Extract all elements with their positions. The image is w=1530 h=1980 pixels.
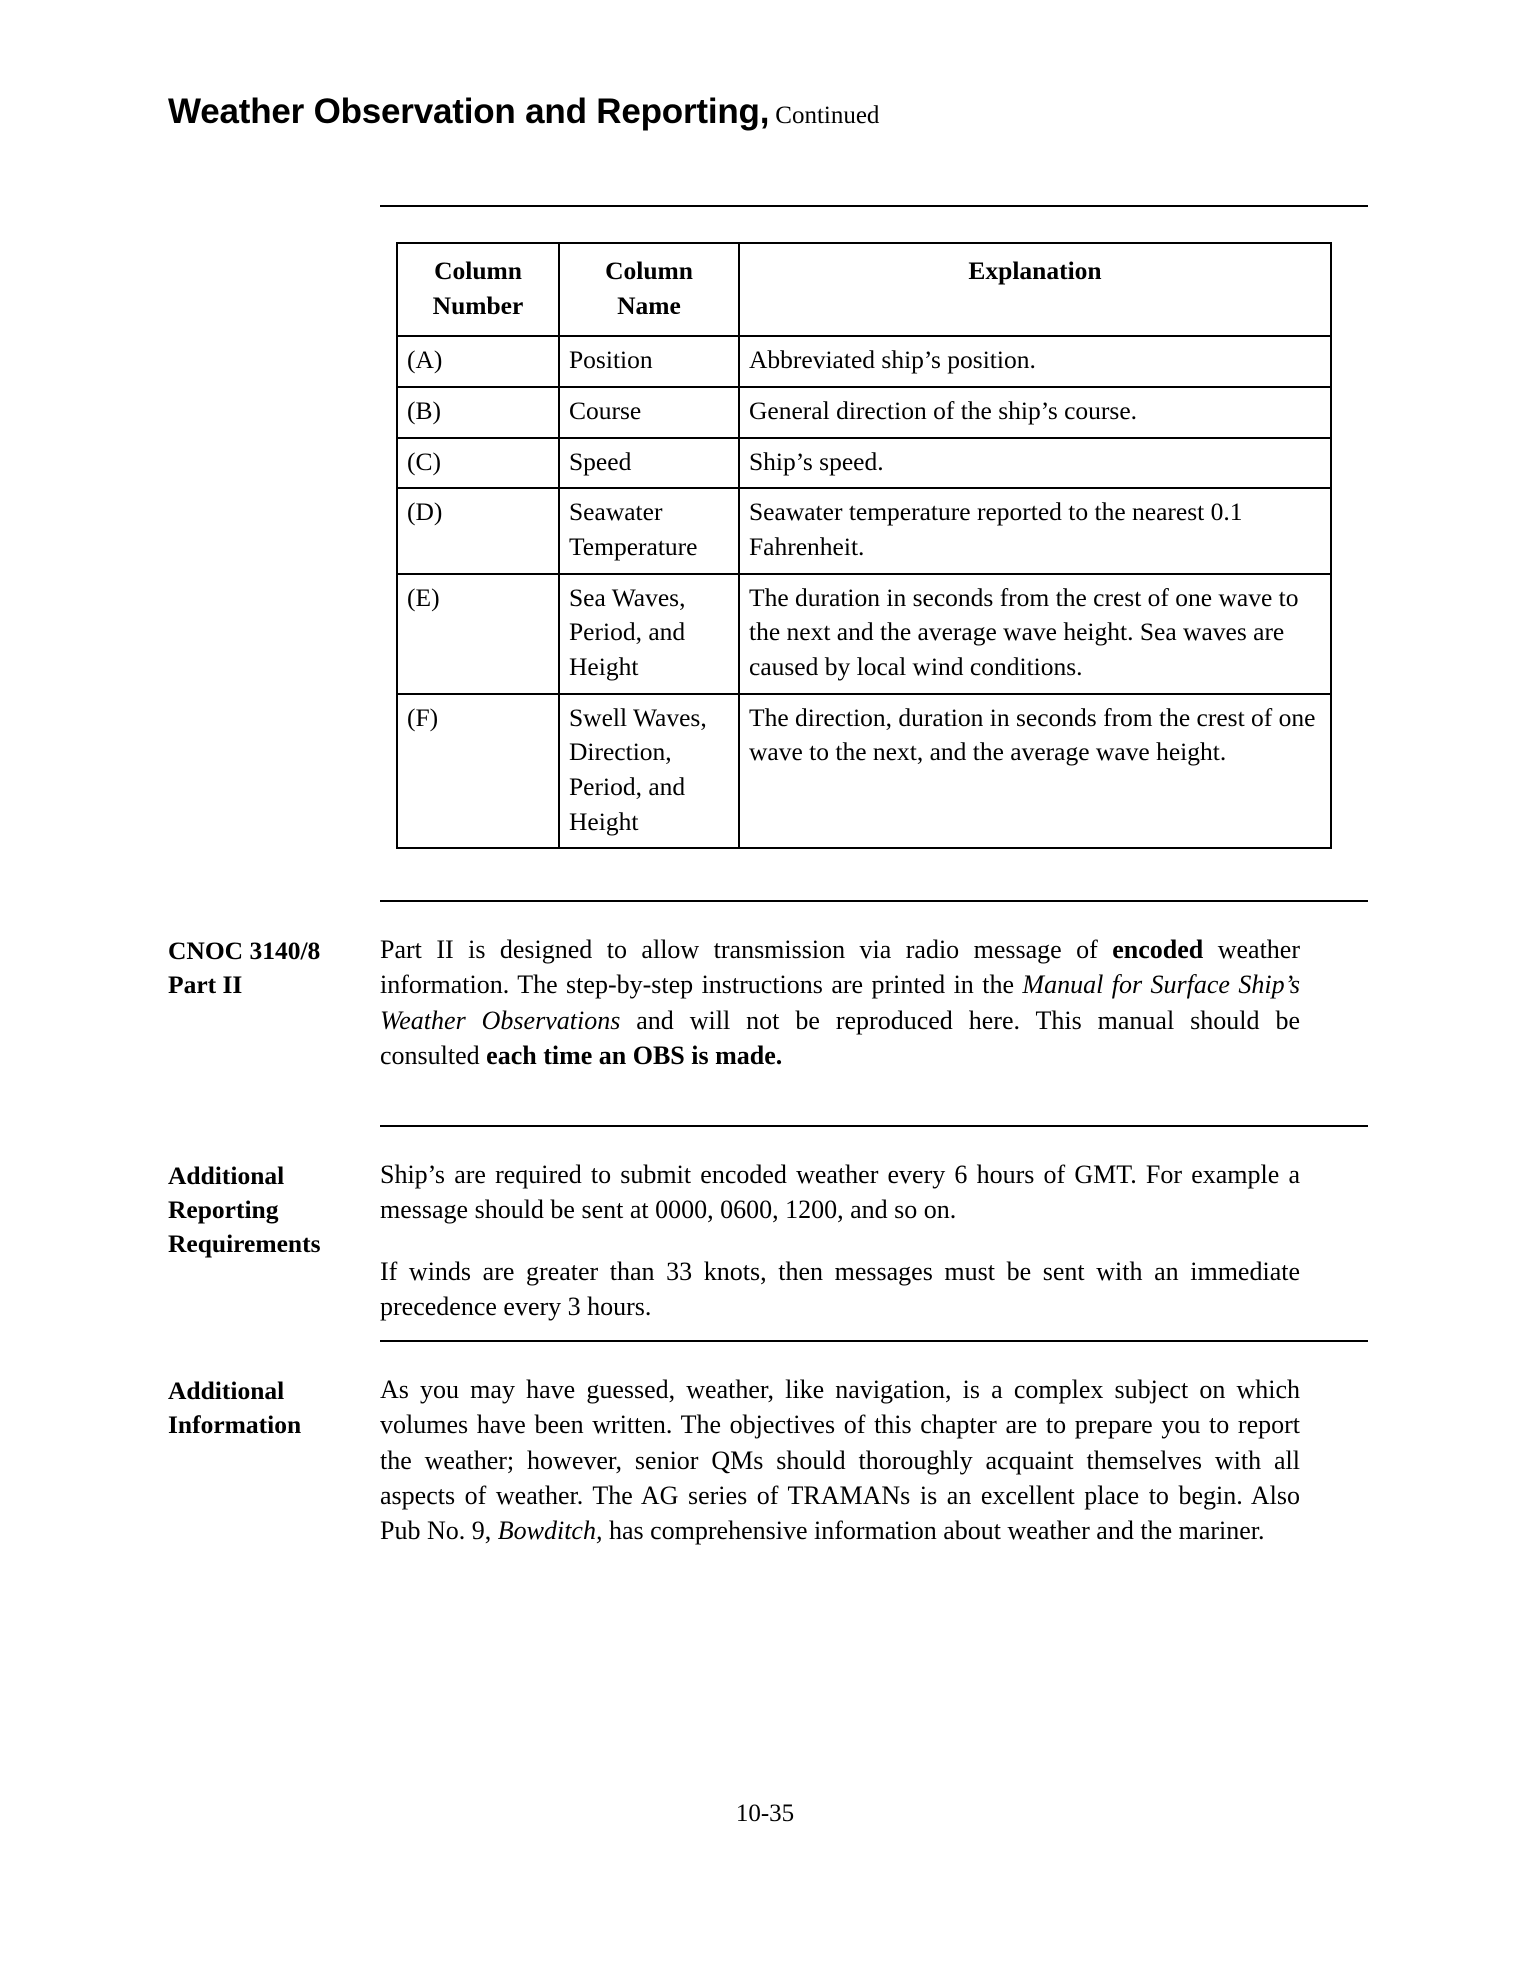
table-row bbox=[397, 574, 1331, 694]
section-label-line1: CNOC 3140/8 bbox=[168, 936, 321, 965]
header-explanation: Explanation bbox=[739, 243, 1331, 336]
section-label-additional-information bbox=[168, 1374, 368, 1442]
section-label-additional-reporting bbox=[168, 1159, 368, 1261]
cell-column-number: (A) bbox=[397, 336, 559, 387]
observation-columns-table bbox=[396, 242, 1332, 849]
paragraph: If winds are greater than 33 knots, then messages must be sent with an immediate precedence every 3 hours. bbox=[380, 1256, 1300, 1322]
cell-column-number: (F) bbox=[397, 694, 559, 849]
cell-column-name: Position bbox=[559, 336, 739, 387]
cell-explanation: Ship’s speed. bbox=[739, 438, 1331, 489]
section-label-line1: Additional bbox=[168, 1161, 285, 1190]
cell-column-name: Course bbox=[559, 387, 739, 438]
section-divider bbox=[380, 1340, 1368, 1342]
table-row bbox=[397, 488, 1331, 573]
section-label-line2: Reporting bbox=[168, 1194, 279, 1224]
page-title-continued: Continued bbox=[775, 102, 880, 129]
page-title-main: Weather Observation and Reporting, bbox=[168, 92, 770, 131]
text-segment: As you may have guessed, weather, like navigation, is a complex subject on which volumes have been written. The objectives of this chapter are to prepare you to report the weather; however, senior QMs should thoroughly acquaint themselves with all aspects of weather. The AG series of TRAMANs is an excellent place to begin. Also Pub No. 9, bbox=[380, 1375, 1300, 1546]
header-column-number-line2: Number bbox=[432, 290, 524, 320]
paragraph bbox=[380, 1372, 1300, 1549]
cell-column-name: Sea Waves, Period, and Height bbox=[559, 574, 739, 694]
table-row bbox=[397, 694, 1331, 849]
text-segment-italic: Bowditch, bbox=[497, 1516, 603, 1546]
section-label-line1: Additional bbox=[168, 1376, 285, 1405]
text-segment: weather information. The step-by-step instructions are printed in the bbox=[380, 935, 1300, 1000]
cell-explanation: Abbreviated ship’s position. bbox=[739, 336, 1331, 387]
header-column-name-line2: Name bbox=[617, 290, 681, 320]
cell-column-name: Seawater Temperature bbox=[559, 488, 739, 573]
text-segment-bold: each time an OBS is made. bbox=[486, 1041, 783, 1071]
section-body-cnoc bbox=[380, 932, 1300, 1073]
section-divider bbox=[380, 900, 1368, 902]
section-label-cnoc bbox=[168, 934, 368, 1002]
section-label-line2: Part II bbox=[168, 969, 243, 999]
header-column-number bbox=[397, 243, 559, 336]
header-column-number-line1: Column bbox=[434, 256, 522, 285]
table-body bbox=[397, 336, 1331, 848]
cell-explanation: The duration in seconds from the crest of one wave to the next and the average wave height. Sea waves are caused by local wind conditions. bbox=[739, 574, 1331, 694]
page-title bbox=[168, 92, 879, 132]
text-segment: and will not be reproduced here. This manual should be consulted bbox=[380, 1005, 1300, 1071]
cell-column-number: (C) bbox=[397, 438, 559, 489]
divider-above-table bbox=[380, 205, 1368, 207]
paragraph bbox=[380, 932, 1300, 1073]
cell-column-name: Swell Waves, Direction, Period, and Height bbox=[559, 694, 739, 849]
text-segment-italic: Manual for Surface Ship’s Weather Observations bbox=[380, 970, 1301, 1035]
header-column-name bbox=[559, 243, 739, 336]
table-header-row bbox=[397, 243, 1331, 336]
table-row bbox=[397, 336, 1331, 387]
text-segment: Part II is designed to allow transmission via radio message of bbox=[380, 935, 1113, 964]
section-body-additional-information bbox=[380, 1372, 1300, 1549]
cell-column-number: (E) bbox=[397, 574, 559, 694]
paragraph: Ship’s are required to submit encoded weather every 6 hours of GMT. For example a message should be sent at 0000, 0600, 1200, and so on. bbox=[380, 1160, 1300, 1225]
cell-column-name: Speed bbox=[559, 438, 739, 489]
section-divider bbox=[380, 1125, 1368, 1127]
cell-column-number: (D) bbox=[397, 488, 559, 573]
table-row bbox=[397, 438, 1331, 489]
section-body-additional-reporting bbox=[380, 1157, 1300, 1324]
table-row bbox=[397, 387, 1331, 438]
header-column-name-line1: Column bbox=[605, 256, 693, 285]
text-segment: has comprehensive information about weather and the mariner. bbox=[602, 1516, 1265, 1546]
cell-explanation: The direction, duration in seconds from the crest of one wave to the next, and the average wave height. bbox=[739, 694, 1331, 849]
cell-explanation: Seawater temperature reported to the nearest 0.1 Fahrenheit. bbox=[739, 488, 1331, 573]
section-label-line3: Requirements bbox=[168, 1228, 321, 1258]
text-segment-bold: encoded bbox=[1112, 935, 1204, 964]
page-number: 10-35 bbox=[735, 1800, 795, 1827]
cell-explanation: General direction of the ship’s course. bbox=[739, 387, 1331, 438]
section-label-line2: Information bbox=[168, 1409, 302, 1439]
cell-column-number: (B) bbox=[397, 387, 559, 438]
